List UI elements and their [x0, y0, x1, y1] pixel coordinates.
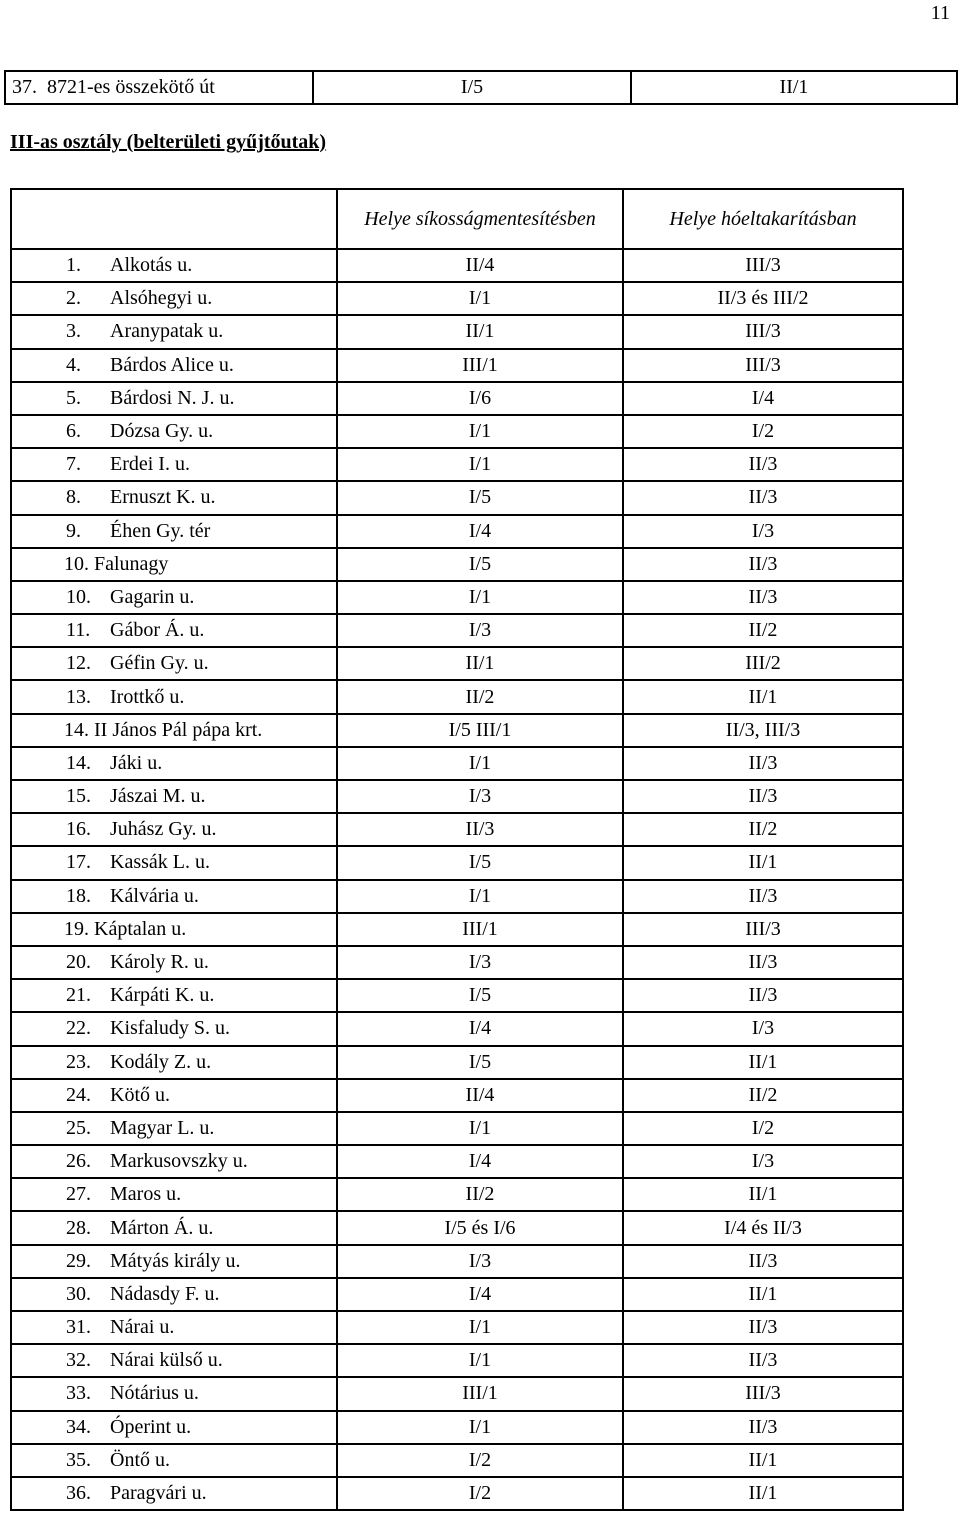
sikossag-cell: I/5 [337, 548, 623, 581]
hoeltakaritas-cell: II/1 [623, 680, 903, 713]
sikossag-cell: I/4 [337, 1278, 623, 1311]
street-number: 33. [66, 1382, 91, 1405]
sikossag-cell: II/1 [337, 647, 623, 680]
street-number: 7. [66, 453, 81, 476]
sikossag-cell: II/4 [337, 249, 623, 282]
street-name-cell [11, 1112, 337, 1145]
street-name-cell [11, 780, 337, 813]
table-row [11, 349, 903, 382]
hoeltakaritas-cell: II/2 [623, 614, 903, 647]
table-row [11, 548, 903, 581]
sikossag-cell: III/1 [337, 1377, 623, 1410]
street-number: 30. [66, 1282, 91, 1305]
header-hoeltakaritas: Helye hóeltakarításban [623, 189, 903, 249]
street-name: Jászai M. u. [110, 785, 206, 808]
street-name-cell [11, 249, 337, 282]
street-name: II János Pál pápa krt. [94, 718, 263, 741]
sikossag-cell: II/2 [337, 680, 623, 713]
hoeltakaritas-cell: II/3 [623, 1344, 903, 1377]
table-row [11, 1245, 903, 1278]
hoeltakaritas-cell: II/3, III/3 [623, 714, 903, 747]
street-name-cell [11, 813, 337, 846]
street-name-cell [11, 349, 337, 382]
table-row [11, 747, 903, 780]
sikossag-cell: I/1 [337, 747, 623, 780]
street-number: 34. [66, 1415, 91, 1438]
table-row [11, 581, 903, 614]
street-name: Kálvária u. [110, 884, 199, 907]
street-name-cell [11, 282, 337, 315]
sikossag-cell: I/3 [337, 780, 623, 813]
street-name: Éhen Gy. tér [110, 519, 211, 542]
street-number: 18. [66, 884, 91, 907]
street-name-cell [11, 1278, 337, 1311]
hoeltakaritas-cell: I/4 [623, 382, 903, 415]
street-name: Géfin Gy. u. [110, 652, 209, 675]
table-row [11, 1178, 903, 1211]
street-number: 4. [66, 353, 81, 376]
street-name: Paragvári u. [110, 1482, 207, 1505]
table-row [11, 1344, 903, 1377]
table-row [11, 946, 903, 979]
table-row [11, 1278, 903, 1311]
hoeltakaritas-cell: II/1 [623, 1477, 903, 1510]
hoeltakaritas-cell: II/3 [623, 780, 903, 813]
sikossag-cell: I/3 [337, 946, 623, 979]
table-row [11, 1112, 903, 1145]
sikossag-cell: I/2 [337, 1444, 623, 1477]
top-road-table [4, 70, 958, 105]
street-number: 36. [66, 1482, 91, 1505]
hoeltakaritas-cell: II/3 [623, 1311, 903, 1344]
street-number: 21. [66, 984, 91, 1007]
hoeltakaritas-cell: II/1 [623, 846, 903, 879]
street-number: 20. [66, 951, 91, 974]
street-name-cell [11, 1046, 337, 1079]
street-name: Kötő u. [110, 1083, 170, 1106]
street-name: Falunagy [94, 552, 169, 575]
sikossag-cell: I/5 [337, 846, 623, 879]
street-number: 16. [66, 818, 91, 841]
sikossag-cell: I/3 [337, 614, 623, 647]
street-number: 8. [66, 486, 81, 509]
hoeltakaritas-cell: II/2 [623, 1079, 903, 1112]
hoeltakaritas-cell: II/3 [623, 1245, 903, 1278]
street-name-cell [11, 880, 337, 913]
table-row [11, 880, 903, 913]
street-number: 13. [66, 685, 91, 708]
street-name: Károly R. u. [110, 951, 209, 974]
table-row [11, 1145, 903, 1178]
street-name-cell [11, 415, 337, 448]
street-name: Alkotás u. [110, 254, 193, 277]
street-number: 29. [66, 1249, 91, 1272]
sikossag-cell: I/2 [337, 1477, 623, 1510]
street-number: 14. [66, 751, 91, 774]
table-row [11, 979, 903, 1012]
table-row [11, 780, 903, 813]
table-row [11, 1211, 903, 1244]
sikossag-cell: II/3 [337, 813, 623, 846]
hoeltakaritas-cell: I/3 [623, 515, 903, 548]
street-number: 15. [66, 785, 91, 808]
table-row [11, 1311, 903, 1344]
hoeltakaritas-cell: II/3 [623, 880, 903, 913]
street-name: Juhász Gy. u. [110, 818, 217, 841]
street-name-cell [11, 1411, 337, 1444]
street-number: 32. [66, 1349, 91, 1372]
hoeltakaritas-cell: III/3 [623, 315, 903, 348]
street-name-cell [11, 1477, 337, 1510]
street-name: Erdei I. u. [110, 453, 190, 476]
hoeltakaritas-cell: I/2 [623, 1112, 903, 1145]
street-name: Mátyás király u. [110, 1249, 241, 1272]
road-number: 37. [12, 76, 37, 98]
hoeltakaritas-cell: I/3 [623, 1145, 903, 1178]
table-row [11, 1477, 903, 1510]
sikossag-cell: II/4 [337, 1079, 623, 1112]
street-name: Aranypatak u. [110, 320, 224, 343]
table-row [11, 913, 903, 946]
street-name: Maros u. [110, 1183, 182, 1206]
street-number: 3. [66, 320, 81, 343]
header-empty [11, 189, 337, 249]
street-name-cell [11, 581, 337, 614]
street-name-cell [11, 913, 337, 946]
street-number: 14. [64, 718, 89, 741]
street-name: Dózsa Gy. u. [110, 420, 214, 443]
table-row [11, 448, 903, 481]
street-number: 22. [66, 1017, 91, 1040]
sikossag-cell: II/2 [337, 1178, 623, 1211]
sikossag-cell: I/5 III/1 [337, 714, 623, 747]
table-row [11, 249, 903, 282]
street-name: Nótárius u. [110, 1382, 199, 1405]
sikossag-cell: I/1 [337, 1311, 623, 1344]
street-name: Óperint u. [110, 1415, 192, 1438]
street-name-cell [11, 1145, 337, 1178]
street-number: 5. [66, 386, 81, 409]
sikossag-cell: III/1 [337, 913, 623, 946]
table-row [11, 315, 903, 348]
street-name: Gábor Á. u. [110, 619, 205, 642]
table-row [11, 1046, 903, 1079]
street-name: Kodály Z. u. [110, 1050, 212, 1073]
street-name: Kárpáti K. u. [110, 984, 215, 1007]
street-name-cell [11, 1079, 337, 1112]
sikossag-cell: I/5 [337, 481, 623, 514]
sikossag-cell: I/4 [337, 1145, 623, 1178]
street-name: Irottkő u. [110, 685, 185, 708]
street-number: 12. [66, 652, 91, 675]
table-row [11, 1444, 903, 1477]
hoeltakaritas-cell: II/3 [623, 581, 903, 614]
hoeltakaritas-cell: II/3 [623, 979, 903, 1012]
street-name-cell [11, 448, 337, 481]
road-col1-cell: I/5 [313, 71, 631, 104]
street-name: Nárai u. [110, 1316, 175, 1339]
table-row [11, 382, 903, 415]
sikossag-cell: I/4 [337, 515, 623, 548]
sikossag-cell: I/6 [337, 382, 623, 415]
sikossag-cell: II/1 [337, 315, 623, 348]
street-number: 25. [66, 1116, 91, 1139]
street-name-cell [11, 382, 337, 415]
street-number: 9. [66, 519, 81, 542]
page-number: 11 [930, 2, 950, 24]
street-name: Bárdosi N. J. u. [110, 386, 235, 409]
street-number: 28. [66, 1216, 91, 1239]
sikossag-cell: I/1 [337, 581, 623, 614]
section-heading: III-as osztály (belterületi gyűjtőutak) [10, 131, 327, 153]
road-name: 8721-es összekötő út [47, 76, 215, 98]
table-row [11, 614, 903, 647]
street-number: 24. [66, 1083, 91, 1106]
street-name: Markusovszky u. [110, 1150, 248, 1173]
table-row [11, 1377, 903, 1410]
hoeltakaritas-cell: I/2 [623, 415, 903, 448]
hoeltakaritas-cell: II/3 [623, 448, 903, 481]
street-name-cell [11, 1444, 337, 1477]
street-name: Nárai külső u. [110, 1349, 223, 1372]
sikossag-cell: I/5 [337, 979, 623, 1012]
street-number: 10. [64, 552, 89, 575]
sikossag-cell: I/1 [337, 1344, 623, 1377]
sikossag-cell: I/1 [337, 880, 623, 913]
street-number: 31. [66, 1316, 91, 1339]
street-name: Jáki u. [110, 751, 163, 774]
street-number: 35. [66, 1448, 91, 1471]
hoeltakaritas-cell: II/3 [623, 747, 903, 780]
street-name-cell [11, 714, 337, 747]
street-name-cell [11, 1377, 337, 1410]
street-number: 1. [66, 254, 81, 277]
street-number: 23. [66, 1050, 91, 1073]
street-number: 17. [66, 851, 91, 874]
table-header-row [11, 189, 903, 249]
sikossag-cell: I/5 [337, 1046, 623, 1079]
sikossag-cell: I/5 és I/6 [337, 1211, 623, 1244]
table-row [11, 515, 903, 548]
table-row [11, 1079, 903, 1112]
street-number: 27. [66, 1183, 91, 1206]
hoeltakaritas-cell: II/2 [623, 813, 903, 846]
hoeltakaritas-cell: II/1 [623, 1046, 903, 1079]
street-name-cell [11, 747, 337, 780]
sikossag-cell: III/1 [337, 349, 623, 382]
street-number: 11. [66, 619, 91, 642]
hoeltakaritas-cell: III/2 [623, 647, 903, 680]
hoeltakaritas-cell: II/1 [623, 1178, 903, 1211]
road-name-cell [5, 71, 313, 104]
street-name: Kisfaludy S. u. [110, 1017, 230, 1040]
sikossag-cell: I/1 [337, 415, 623, 448]
street-name: Kassák L. u. [110, 851, 210, 874]
table-row [11, 481, 903, 514]
hoeltakaritas-cell: I/4 és II/3 [623, 1211, 903, 1244]
table-row [11, 813, 903, 846]
hoeltakaritas-cell: II/3 [623, 946, 903, 979]
hoeltakaritas-cell: II/3 [623, 1411, 903, 1444]
table-row [11, 282, 903, 315]
street-name: Nádasdy F. u. [110, 1282, 220, 1305]
street-name-cell [11, 1311, 337, 1344]
street-table [10, 188, 904, 1511]
street-name: Bárdos Alice u. [110, 353, 234, 376]
table-row [11, 846, 903, 879]
table-row [11, 680, 903, 713]
street-name-cell [11, 1245, 337, 1278]
street-rows [11, 249, 903, 1510]
street-name-cell [11, 680, 337, 713]
table-row [11, 1411, 903, 1444]
table-row [11, 1012, 903, 1045]
street-name-cell [11, 1178, 337, 1211]
street-number: 19. [64, 917, 89, 940]
street-name-cell [11, 647, 337, 680]
hoeltakaritas-cell: III/3 [623, 349, 903, 382]
hoeltakaritas-cell: II/1 [623, 1444, 903, 1477]
street-name-cell [11, 515, 337, 548]
street-name-cell [11, 946, 337, 979]
header-sikossag: Helye síkosságmentesítésben [337, 189, 623, 249]
street-name-cell [11, 548, 337, 581]
street-name-cell [11, 1211, 337, 1244]
sikossag-cell: I/1 [337, 282, 623, 315]
hoeltakaritas-cell: III/3 [623, 249, 903, 282]
street-name: Káptalan u. [94, 917, 187, 940]
sikossag-cell: I/1 [337, 448, 623, 481]
sikossag-cell: I/1 [337, 1411, 623, 1444]
sikossag-cell: I/3 [337, 1245, 623, 1278]
hoeltakaritas-cell: I/3 [623, 1012, 903, 1045]
street-name-cell [11, 315, 337, 348]
table-row [11, 647, 903, 680]
street-name: Ernuszt K. u. [110, 486, 216, 509]
road-col2-cell: II/1 [631, 71, 957, 104]
hoeltakaritas-cell: III/3 [623, 1377, 903, 1410]
street-name-cell [11, 481, 337, 514]
street-name: Márton Á. u. [110, 1216, 214, 1239]
sikossag-cell: I/1 [337, 1112, 623, 1145]
street-number: 26. [66, 1150, 91, 1173]
street-number: 6. [66, 420, 81, 443]
table-row [5, 71, 957, 104]
hoeltakaritas-cell: II/1 [623, 1278, 903, 1311]
street-name-cell [11, 614, 337, 647]
street-number: 2. [66, 287, 81, 310]
street-name: Gagarin u. [110, 585, 195, 608]
street-number: 10. [66, 585, 91, 608]
street-name: Magyar L. u. [110, 1116, 215, 1139]
table-row [11, 415, 903, 448]
street-name-cell [11, 1344, 337, 1377]
street-name: Alsóhegyi u. [110, 287, 213, 310]
street-name-cell [11, 846, 337, 879]
street-name-cell [11, 979, 337, 1012]
table-row [11, 714, 903, 747]
street-name: Öntő u. [110, 1448, 170, 1471]
hoeltakaritas-cell: II/3 [623, 548, 903, 581]
hoeltakaritas-cell: II/3 [623, 481, 903, 514]
hoeltakaritas-cell: III/3 [623, 913, 903, 946]
sikossag-cell: I/4 [337, 1012, 623, 1045]
hoeltakaritas-cell: II/3 és III/2 [623, 282, 903, 315]
street-name-cell [11, 1012, 337, 1045]
